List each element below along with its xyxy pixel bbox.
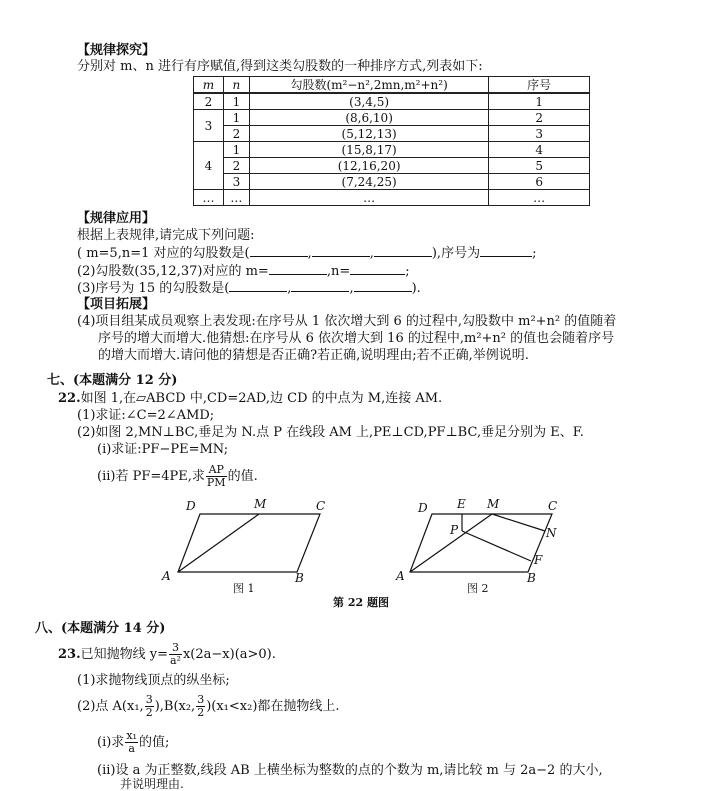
apply-intro: 根据上表规律,请完成下列问题:: [77, 228, 255, 243]
parallelogram-abcd-2: [410, 514, 552, 572]
problem-22-part2i: (i)求证:PF−PE=MN;: [97, 442, 229, 457]
label-n: N: [546, 526, 557, 540]
cell-triple: (3,4,5): [249, 93, 489, 110]
cell-m: …: [194, 190, 224, 206]
problem-23-part2: [77, 692, 340, 722]
question-4-line3: 的增大而增大.请问他的猜想是否正确?若正确,说明理由;若不正确,举例说明.: [98, 348, 529, 363]
cell-index: …: [489, 190, 590, 206]
problem-23-part2ii: (ii)设 a 为正整数,线段 AB 上横坐标为整数的点的个数为 m,请比较 m 与 2a−2 的大小,: [97, 763, 603, 778]
cell-index: 1: [489, 93, 590, 110]
fraction-denominator: PM: [206, 476, 226, 489]
section-7-heading: 七、(本题满分 12 分): [47, 373, 178, 388]
label-d: D: [186, 499, 196, 513]
figure-2: [410, 514, 552, 572]
problem-23-stem: [58, 640, 276, 670]
p23-2i-end: 的值;: [138, 735, 170, 750]
fraction-numerator: x₁: [126, 729, 137, 742]
q1-sep: ,: [369, 246, 374, 261]
fraction-numerator: 3: [169, 642, 182, 655]
problem-22-text: 如图 1,在▱ABCD 中,CD=2AD,边 CD 的中点为 M,连接 AM.: [80, 391, 443, 406]
cell-triple: (12,16,20): [249, 158, 489, 174]
problem-22-part1: (1)求证:∠C=2∠AMD;: [77, 408, 215, 423]
p23-2i-text: (i)求: [97, 735, 125, 750]
problem-23-part2ii-cut: 并说明理由.: [120, 777, 184, 791]
label-m: M: [254, 497, 267, 511]
label-f: F: [534, 553, 543, 567]
cell-triple: (8,6,10): [249, 110, 489, 126]
header-n: n: [223, 77, 249, 94]
q3-end: ).: [411, 281, 421, 296]
fraction-x1-over-a: [125, 730, 138, 755]
cell-index: 3: [489, 126, 590, 142]
parallelogram-abcd: [178, 514, 320, 572]
segment-mn: [492, 514, 545, 531]
q2-end: ;: [405, 264, 410, 279]
p22-2ii-end: 的值.: [227, 469, 258, 484]
header-index: 序号: [489, 77, 590, 94]
q1-text: ( m=5,n=1 对应的勾股数是(: [77, 246, 250, 261]
cell-triple: (7,24,25): [249, 174, 489, 190]
problem-22-number: 22.: [58, 391, 81, 406]
header-triple: 勾股数(m²−n²,2mn,m²+n²): [249, 77, 489, 94]
figure-2-caption: 图 2: [467, 582, 489, 595]
cell-n: 1: [223, 93, 249, 110]
problem-23-text: 已知抛物线 y=: [80, 647, 168, 662]
q2-text-n: ,n=: [326, 264, 351, 279]
label-a: A: [162, 569, 171, 583]
label-m: M: [487, 497, 500, 511]
cell-index: 5: [489, 158, 590, 174]
section-explore-heading: 【规律探究】: [77, 43, 156, 58]
cell-index: 2: [489, 110, 590, 126]
label-p: P: [450, 523, 459, 537]
cell-n: 2: [223, 158, 249, 174]
label-e: E: [457, 497, 466, 511]
segment-pf: [462, 531, 531, 561]
problem-23-text-end: x(2a−x)(a>0).: [182, 647, 276, 662]
segment-am: [178, 514, 259, 572]
label-d: D: [418, 501, 428, 515]
fraction-3-over-a2: [169, 642, 182, 667]
figure-1-caption: 图 1: [233, 582, 255, 595]
cell-triple: (15,8,17): [249, 142, 489, 158]
q2-text: (2)勾股数(35,12,37)对应的 m=: [77, 264, 269, 279]
cell-index: 6: [489, 174, 590, 190]
fraction-numerator: AP: [206, 464, 227, 477]
q1-end: ;: [532, 246, 537, 261]
fraction-3-over-2: [196, 694, 205, 719]
cell-n: 1: [223, 110, 249, 126]
label-c: C: [548, 499, 558, 513]
fraction-numerator: 3: [145, 693, 153, 706]
fraction-numerator: 3: [197, 693, 205, 706]
q1-sep: ,: [307, 246, 312, 261]
label-b: B: [295, 571, 304, 585]
p22-2ii-text: (ii)若 PF=4PE,求: [97, 469, 205, 484]
cell-triple: …: [249, 190, 489, 206]
cell-m: 3: [194, 110, 224, 142]
header-m: m: [194, 77, 224, 94]
cell-n: …: [223, 190, 249, 206]
q3-sep: ,: [349, 281, 354, 296]
cell-n: 2: [223, 126, 249, 142]
cell-n: 3: [223, 174, 249, 190]
section-apply-heading: 【规律应用】: [77, 211, 156, 226]
section-extend-heading: 【项目拓展】: [77, 297, 156, 312]
cell-m: 2: [194, 93, 224, 110]
cell-triple: (5,12,13): [249, 126, 489, 142]
fraction-denominator: a: [128, 742, 135, 755]
label-b: B: [527, 571, 536, 585]
fraction-denominator: a²: [170, 654, 181, 667]
p23-2-text: (2)点 A(x₁,: [77, 699, 144, 714]
label-c: C: [316, 499, 326, 513]
q3-sep: ,: [287, 281, 292, 296]
fraction-denominator: 2: [197, 706, 205, 719]
question-4-line2: 序号的增大而增大.他猜想:在序号从 6 依次增大到 16 的过程中,m²+n² 的值也会随着序号: [98, 331, 615, 346]
cell-n: 1: [223, 142, 249, 158]
explore-text: 分别对 m、n 进行有序赋值,得到这类勾股数的一种排序方式,列表如下:: [77, 59, 483, 74]
q1-text-index: ),序号为: [431, 246, 481, 261]
fraction-denominator: 2: [145, 706, 153, 719]
p23-2-text-b: ),B(x₂,: [154, 699, 196, 714]
q3-text: (3)序号为 15 的勾股数是(: [77, 281, 230, 296]
fraction-3-over-2: [145, 694, 154, 719]
cell-m: 4: [194, 142, 224, 190]
section-8-heading: 八、(本题满分 14 分): [35, 621, 166, 636]
question-4-line1: (4)项目组某成员观察上表发现:在序号从 1 依次增大到 6 的过程中,勾股数中 m²+n² 的值随着: [77, 314, 617, 329]
label-a: A: [396, 569, 405, 583]
figure-22-caption: 第 22 题图: [333, 596, 389, 609]
problem-22-part2: (2)如图 2,MN⊥BC,垂足为 N.点 P 在线段 AM 上,PE⊥CD,PF⊥BC,垂足分别为 E、F.: [77, 425, 584, 440]
cell-index: 4: [489, 142, 590, 158]
p23-2-text-c: )(x₁<x₂)都在抛物线上.: [206, 699, 340, 714]
problem-23-part2i: [97, 728, 169, 758]
problem-23-part1: (1)求抛物线顶点的纵坐标;: [77, 673, 230, 688]
problem-23-number: 23.: [58, 647, 81, 662]
figure-1: [178, 514, 320, 572]
